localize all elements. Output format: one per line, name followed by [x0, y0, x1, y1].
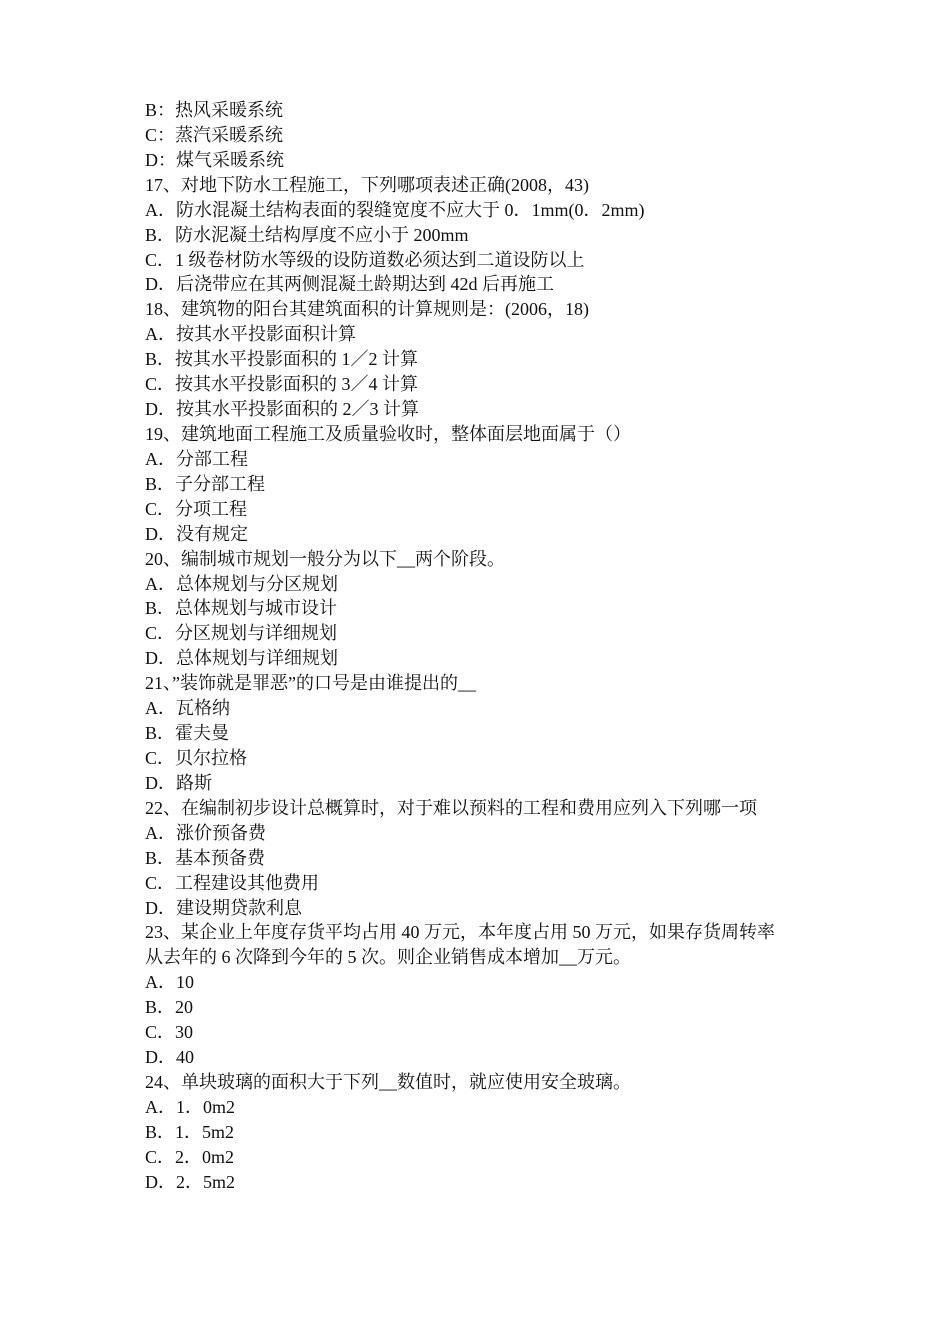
- answer-option: B．霍夫曼: [145, 723, 230, 744]
- answer-option: C．30: [145, 1022, 194, 1043]
- question-text: 17、对地下防水工程施工，下列哪项表述正确(2008，43): [145, 174, 589, 195]
- answer-option: A．按其水平投影面积计算: [145, 324, 356, 345]
- answer-option: D．2．5m2: [145, 1171, 235, 1192]
- answer-option: D：煤气采暖系统: [145, 149, 284, 170]
- question-text: 20、编制城市规划一般分为以下__两个阶段。: [145, 548, 505, 569]
- answer-option: A．瓦格纳: [145, 698, 230, 719]
- answer-option: D．总体规划与详细规划: [145, 648, 338, 669]
- answer-option: A．1．0m2: [145, 1096, 235, 1117]
- answer-option: A．总体规划与分区规划: [145, 573, 338, 594]
- question-text: 19、建筑地面工程施工及质量验收时，整体面层地面属于（）: [145, 423, 631, 444]
- answer-option: B．总体规划与城市设计: [145, 598, 338, 619]
- answer-option: C．1 级卷材防水等级的设防道数必须达到二道设防以上: [145, 249, 585, 270]
- answer-option: B．20: [145, 997, 194, 1018]
- document-page: [145, 98, 845, 1195]
- answer-option: B．按其水平投影面积的 1／2 计算: [145, 349, 419, 370]
- answer-option: B：热风采暖系统: [145, 100, 284, 120]
- answer-option: C．工程建设其他费用: [145, 872, 320, 893]
- answer-option: D．没有规定: [145, 523, 248, 544]
- answer-option: D．路斯: [145, 772, 212, 793]
- question-text: 24、单块玻璃的面积大于下列__数值时，就应使用安全玻璃。: [145, 1071, 631, 1092]
- answer-option: D．后浇带应在其两侧混凝土龄期达到 42d 后再施工: [145, 274, 554, 295]
- answer-option: D．按其水平投影面积的 2／3 计算: [145, 399, 419, 420]
- answer-option: C．按其水平投影面积的 3／4 计算: [145, 374, 419, 395]
- answer-option: C．分项工程: [145, 498, 248, 519]
- question-text: 23、某企业上年度存货平均占用 40 万元，本年度占用 50 万元，如果存货周转率: [145, 922, 775, 943]
- answer-option: C．分区规划与详细规划: [145, 623, 338, 644]
- question-text: 22、在编制初步设计总概算时，对于难以预料的工程和费用应列入下列哪一项: [145, 797, 757, 818]
- answer-option: C．2．0m2: [145, 1146, 235, 1167]
- text-line: 从去年的 6 次降到今年的 5 次。则企业销售成本增加__万元。: [145, 947, 631, 968]
- answer-option: B．1．5m2: [145, 1121, 235, 1142]
- question-text: 18、建筑物的阳台其建筑面积的计算规则是：(2006，18): [145, 299, 589, 320]
- answer-option: B．子分部工程: [145, 473, 266, 494]
- question-text: 21、”装饰就是罪恶”的口号是由谁提出的__: [145, 673, 476, 694]
- answer-option: D．40: [145, 1047, 194, 1068]
- answer-option: A．10: [145, 972, 194, 993]
- answer-option: B．防水泥凝土结构厚度不应小于 200mm: [145, 224, 469, 245]
- answer-option: A．涨价预备费: [145, 822, 266, 843]
- answer-option: A．防水混凝土结构表面的裂缝宽度不应大于 0．1mm(0．2mm): [145, 199, 645, 220]
- answer-option: B．基本预备费: [145, 847, 266, 868]
- answer-option: C：蒸汽采暖系统: [145, 124, 284, 145]
- answer-option: C．贝尔拉格: [145, 747, 248, 768]
- answer-option: A．分部工程: [145, 448, 248, 469]
- answer-option: D．建设期贷款利息: [145, 897, 302, 918]
